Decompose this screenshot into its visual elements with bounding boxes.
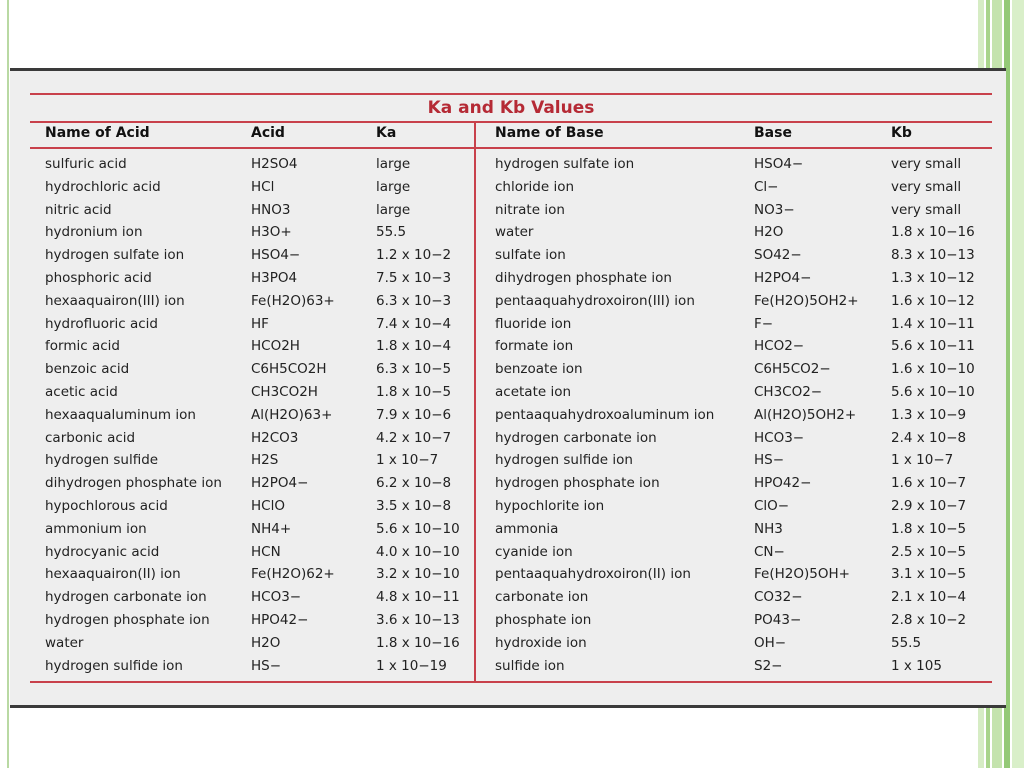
base-name-cell: sulfate ion xyxy=(495,247,566,264)
table-row xyxy=(30,404,992,427)
base-formula-cell: NH3 xyxy=(754,520,783,537)
kb-value-cell: 1.6 x 10−10 xyxy=(891,361,975,378)
base-name-cell: hypochlorite ion xyxy=(495,497,605,514)
base-formula-cell: HPO42− xyxy=(754,475,812,492)
acid-formula-cell: HNO3 xyxy=(251,201,291,218)
table-row xyxy=(30,427,992,450)
kb-value-cell: very small xyxy=(891,178,962,195)
table-row xyxy=(30,335,992,358)
acid-formula-cell: HSO4− xyxy=(251,247,301,264)
acid-formula-cell: H2O xyxy=(251,634,281,651)
table-row xyxy=(30,267,992,290)
acid-name-cell: nitric acid xyxy=(45,201,112,218)
ka-value-cell: 4.8 x 10−11 xyxy=(376,589,460,606)
base-name-cell: pentaaquahydroxoiron(III) ion xyxy=(495,292,695,309)
acid-formula-cell: NH4+ xyxy=(251,520,292,537)
ka-value-cell: 4.2 x 10−7 xyxy=(376,429,452,446)
acid-formula-cell: H2SO4 xyxy=(251,156,298,172)
acid-name-cell: water xyxy=(45,634,84,651)
kb-value-cell: 1.3 x 10−9 xyxy=(891,406,967,423)
ka-value-cell: 1.8 x 10−5 xyxy=(376,383,452,400)
kb-value-cell: 1.8 x 10−5 xyxy=(891,520,967,537)
base-formula-cell: SO42− xyxy=(754,247,802,264)
acid-name-cell: sulfuric acid xyxy=(45,156,127,172)
acid-formula-cell: HF xyxy=(251,315,269,332)
table-row xyxy=(30,472,992,495)
kb-value-cell: 55.5 xyxy=(891,634,922,651)
table-title xyxy=(30,93,992,123)
acid-formula-cell: CH3CO2H xyxy=(251,383,318,400)
slide-left-border xyxy=(7,0,9,768)
acid-formula-cell: Fe(H2O)62+ xyxy=(251,566,335,583)
acid-formula-cell: H3PO4 xyxy=(251,269,298,286)
table-body xyxy=(30,153,992,677)
acid-name-cell: hexaaquairon(II) ion xyxy=(45,566,181,583)
acid-formula-cell: HS− xyxy=(251,657,282,674)
kb-value-cell: 1 x 10−7 xyxy=(891,452,954,469)
base-formula-cell: OH− xyxy=(754,634,787,651)
base-name-cell: hydrogen sulfide ion xyxy=(495,452,633,469)
base-formula-cell: NO3− xyxy=(754,201,795,218)
ka-value-cell: 6.3 x 10−5 xyxy=(376,361,452,378)
acid-formula-cell: H2CO3 xyxy=(251,429,299,446)
decorative-stripe xyxy=(1012,0,1024,768)
base-formula-cell: HSO4− xyxy=(754,156,804,172)
base-name-cell: water xyxy=(495,224,534,241)
ka-value-cell: large xyxy=(376,178,411,195)
table-row xyxy=(30,290,992,313)
acid-formula-cell: H2PO4− xyxy=(251,475,309,492)
ka-value-cell: large xyxy=(376,156,411,172)
base-name-cell: hydrogen phosphate ion xyxy=(495,475,660,492)
header-acid-name: Name of Acid xyxy=(45,125,150,141)
kb-value-cell: 1.3 x 10−12 xyxy=(891,269,975,286)
base-formula-cell: Al(H2O)5OH2+ xyxy=(754,406,857,423)
base-name-cell: carbonate ion xyxy=(495,589,589,606)
base-name-cell: formate ion xyxy=(495,338,574,355)
acid-formula-cell: H2S xyxy=(251,452,279,469)
table-row xyxy=(30,609,992,632)
base-name-cell: sulfide ion xyxy=(495,657,565,674)
ka-value-cell: 1.8 x 10−16 xyxy=(376,634,460,651)
header-ka: Ka xyxy=(376,125,397,141)
acid-name-cell: carbonic acid xyxy=(45,429,136,446)
base-name-cell: benzoate ion xyxy=(495,361,583,378)
table-row xyxy=(30,563,992,586)
ka-value-cell: 7.5 x 10−3 xyxy=(376,269,452,286)
table-row xyxy=(30,244,992,267)
ka-value-cell: 5.6 x 10−10 xyxy=(376,520,460,537)
header-base-name: Name of Base xyxy=(495,125,604,141)
base-name-cell: dihydrogen phosphate ion xyxy=(495,269,672,286)
acid-formula-cell: C6H5CO2H xyxy=(251,361,327,378)
ka-value-cell: 1 x 10−19 xyxy=(376,657,447,674)
header-kb: Kb xyxy=(891,125,912,141)
base-formula-cell: Fe(H2O)5OH2+ xyxy=(754,292,859,309)
table-row xyxy=(30,541,992,564)
base-formula-cell: HCO3− xyxy=(754,429,805,446)
kb-value-cell: 5.6 x 10−10 xyxy=(891,383,975,400)
bottom-divider xyxy=(10,705,1006,708)
base-formula-cell: CO32− xyxy=(754,589,803,606)
acid-formula-cell: HPO42− xyxy=(251,611,309,628)
table-row xyxy=(30,449,992,472)
table-row xyxy=(30,381,992,404)
base-formula-cell: HS− xyxy=(754,452,785,469)
table-title-text: Ka and Kb Values xyxy=(427,98,595,118)
table-row xyxy=(30,495,992,518)
kb-value-cell: 2.9 x 10−7 xyxy=(891,497,967,514)
table-row xyxy=(30,176,992,199)
table-row xyxy=(30,358,992,381)
base-name-cell: ammonia xyxy=(495,520,559,537)
table-row xyxy=(30,586,992,609)
kb-value-cell: 1.6 x 10−12 xyxy=(891,292,975,309)
base-name-cell: acetate ion xyxy=(495,383,572,400)
kb-value-cell: very small xyxy=(891,201,962,218)
base-formula-cell: C6H5CO2− xyxy=(754,361,831,378)
base-name-cell: phosphate ion xyxy=(495,611,592,628)
base-formula-cell: CH3CO2− xyxy=(754,383,823,400)
acid-name-cell: dihydrogen phosphate ion xyxy=(45,475,222,492)
acid-formula-cell: H3O+ xyxy=(251,224,292,241)
kb-value-cell: 1.8 x 10−16 xyxy=(891,224,975,241)
acid-name-cell: hexaaqualuminum ion xyxy=(45,406,196,423)
kb-value-cell: very small xyxy=(891,156,962,172)
ka-value-cell: 3.6 x 10−13 xyxy=(376,611,460,628)
acid-formula-cell: HCN xyxy=(251,543,281,560)
header-acid: Acid xyxy=(251,125,285,141)
header-base: Base xyxy=(754,125,792,141)
kb-value-cell: 2.5 x 10−5 xyxy=(891,543,967,560)
ka-value-cell: 3.5 x 10−8 xyxy=(376,497,452,514)
kb-value-cell: 1.4 x 10−11 xyxy=(891,315,975,332)
kb-value-cell: 2.1 x 10−4 xyxy=(891,589,967,606)
base-formula-cell: F− xyxy=(754,315,774,332)
ka-kb-table xyxy=(10,71,1006,705)
acid-formula-cell: HCO3− xyxy=(251,589,302,606)
base-formula-cell: S2− xyxy=(754,657,783,674)
acid-formula-cell: HCO2H xyxy=(251,338,300,355)
base-name-cell: pentaaquahydroxoaluminum ion xyxy=(495,406,715,423)
base-formula-cell: Fe(H2O)5OH+ xyxy=(754,566,850,583)
table-row xyxy=(30,655,992,678)
acid-name-cell: hydrogen sulfide xyxy=(45,452,159,469)
base-name-cell: hydroxide ion xyxy=(495,634,587,651)
kb-value-cell: 2.8 x 10−2 xyxy=(891,611,967,628)
ka-value-cell: 1.8 x 10−4 xyxy=(376,338,452,355)
acid-name-cell: benzoic acid xyxy=(45,361,130,378)
acid-formula-cell: HCl xyxy=(251,178,275,195)
acid-name-cell: hydrocyanic acid xyxy=(45,543,160,560)
kb-value-cell: 5.6 x 10−11 xyxy=(891,338,975,355)
header-row xyxy=(30,121,992,149)
acid-formula-cell: HClO xyxy=(251,497,285,514)
acid-name-cell: hydrochloric acid xyxy=(45,178,161,195)
ka-value-cell: large xyxy=(376,201,411,218)
base-name-cell: hydrogen sulfate ion xyxy=(495,156,635,172)
table-bottom-rule xyxy=(30,681,992,683)
base-formula-cell: CN− xyxy=(754,543,785,560)
acid-name-cell: ammonium ion xyxy=(45,520,147,537)
acid-name-cell: formic acid xyxy=(45,338,120,355)
acid-name-cell: hydrogen carbonate ion xyxy=(45,589,207,606)
ka-value-cell: 7.4 x 10−4 xyxy=(376,315,452,332)
acid-formula-cell: Al(H2O)63+ xyxy=(251,406,333,423)
table-row xyxy=(30,313,992,336)
acid-name-cell: phosphoric acid xyxy=(45,269,152,286)
ka-value-cell: 3.2 x 10−10 xyxy=(376,566,460,583)
acid-name-cell: hydrogen phosphate ion xyxy=(45,611,210,628)
kb-value-cell: 3.1 x 10−5 xyxy=(891,566,967,583)
table-row xyxy=(30,221,992,244)
kb-value-cell: 2.4 x 10−8 xyxy=(891,429,967,446)
acid-name-cell: hydronium ion xyxy=(45,224,143,241)
base-formula-cell: HCO2− xyxy=(754,338,805,355)
base-formula-cell: H2PO4− xyxy=(754,269,812,286)
kb-value-cell: 8.3 x 10−13 xyxy=(891,247,975,264)
acid-name-cell: hydrogen sulfide ion xyxy=(45,657,183,674)
base-name-cell: cyanide ion xyxy=(495,543,573,560)
ka-value-cell: 6.2 x 10−8 xyxy=(376,475,452,492)
acid-name-cell: hydrogen sulfate ion xyxy=(45,247,185,264)
base-formula-cell: Cl− xyxy=(754,178,779,195)
base-name-cell: pentaaquahydroxoiron(II) ion xyxy=(495,566,691,583)
base-formula-cell: H2O xyxy=(754,224,784,241)
acid-name-cell: hexaaquairon(III) ion xyxy=(45,292,185,309)
base-name-cell: nitrate ion xyxy=(495,201,565,218)
ka-value-cell: 7.9 x 10−6 xyxy=(376,406,452,423)
kb-value-cell: 1.6 x 10−7 xyxy=(891,475,967,492)
ka-value-cell: 6.3 x 10−3 xyxy=(376,292,452,309)
base-name-cell: hydrogen carbonate ion xyxy=(495,429,657,446)
kb-value-cell: 1 x 105 xyxy=(891,657,942,674)
base-formula-cell: ClO− xyxy=(754,497,790,514)
table-row xyxy=(30,518,992,541)
ka-value-cell: 1 x 10−7 xyxy=(376,452,439,469)
acid-name-cell: hypochlorous acid xyxy=(45,497,168,514)
base-name-cell: chloride ion xyxy=(495,178,575,195)
acid-name-cell: acetic acid xyxy=(45,383,118,400)
table-row xyxy=(30,153,992,176)
table-row xyxy=(30,632,992,655)
acid-formula-cell: Fe(H2O)63+ xyxy=(251,292,335,309)
base-name-cell: fluoride ion xyxy=(495,315,572,332)
ka-value-cell: 4.0 x 10−10 xyxy=(376,543,460,560)
ka-value-cell: 55.5 xyxy=(376,224,407,241)
acid-name-cell: hydrofluoric acid xyxy=(45,315,158,332)
ka-value-cell: 1.2 x 10−2 xyxy=(376,247,452,264)
base-formula-cell: PO43− xyxy=(754,611,802,628)
table-row xyxy=(30,199,992,222)
